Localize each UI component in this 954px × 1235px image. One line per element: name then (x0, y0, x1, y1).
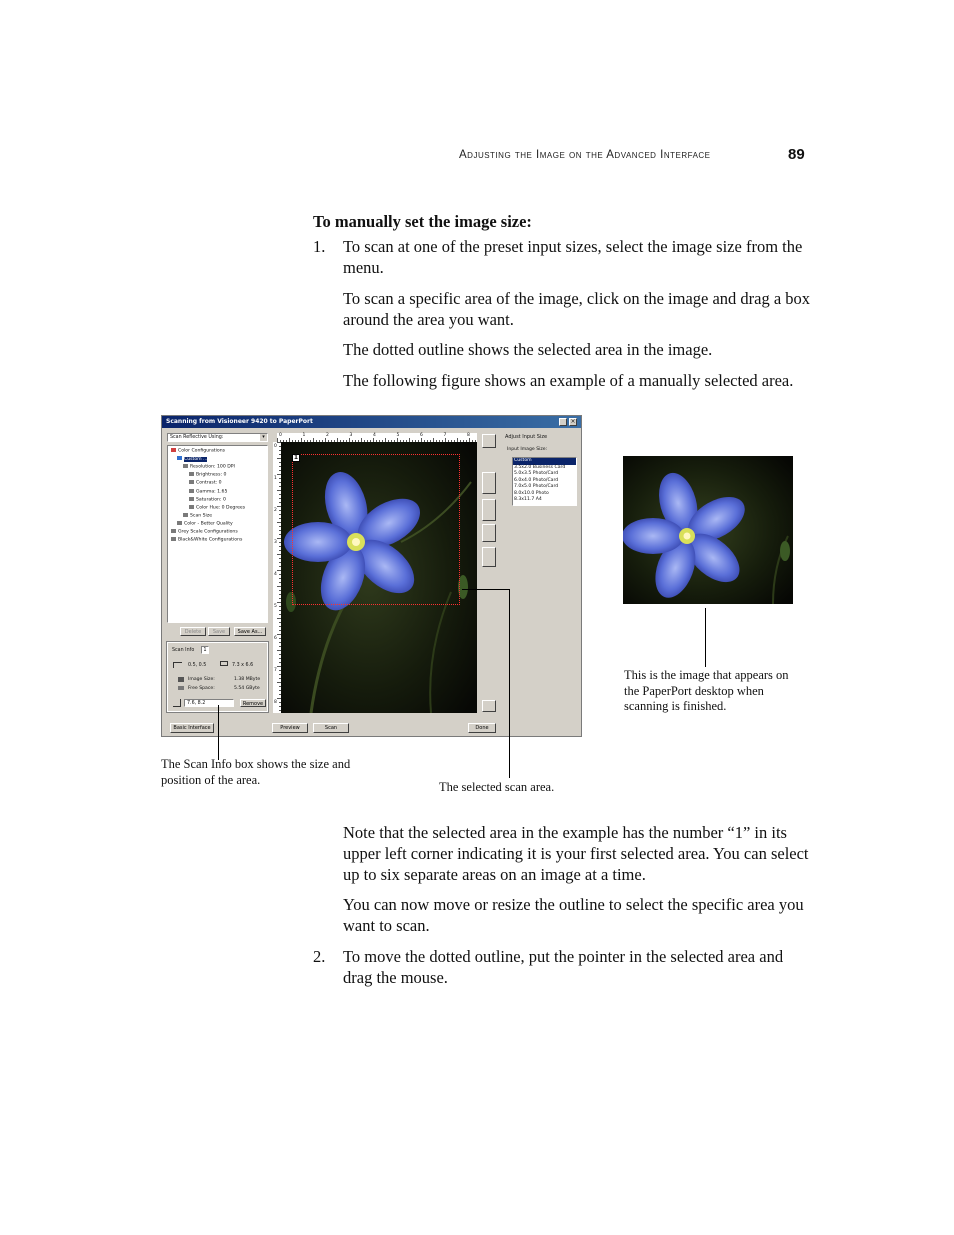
scan-position: 0.5, 0.5 (188, 663, 207, 668)
tree-item-label: Color Hue: 0 Degrees (196, 505, 246, 511)
step-1-number: 1. (313, 237, 326, 256)
step-1-text: To scan at one of the preset input sizes, select the image size from the menu. (343, 237, 803, 277)
flower-result-image (623, 456, 793, 604)
done-button[interactable]: Done (468, 723, 496, 733)
tree-item-label: Scan Size (190, 513, 213, 519)
ruler-number: 0 (274, 444, 277, 449)
input-size-option[interactable]: 6.0x4.0 Photo/Card (514, 477, 559, 483)
basic-interface-button[interactable]: Basic Interface (170, 723, 214, 733)
ruler-number: 5 (396, 433, 400, 438)
scan-area-number[interactable]: 1 (201, 646, 209, 654)
remove-button[interactable]: Remove (240, 699, 266, 707)
chevron-down-icon[interactable]: ▾ (260, 434, 267, 441)
tree-item-label: Contrast: 0 (196, 480, 222, 486)
input-size-option[interactable]: 8.3x11.7 A4 (514, 497, 542, 502)
input-size-option[interactable]: 3.5x2.0 Business Card (514, 464, 566, 470)
scan-using-label: Scan Reflective Using: (170, 435, 224, 440)
ruler-number: 6 (420, 433, 423, 438)
image-size-label: Image Size: (188, 677, 215, 682)
scan-info-caption: The Scan Info box shows the size and position of the area. (161, 757, 351, 787)
step-1-paragraph: The dotted outline shows the selected area in the image. (343, 340, 713, 359)
free-space-value: 5.54 GByte (234, 686, 260, 691)
ruler-number: 2 (326, 433, 329, 438)
tree-item-label: Custom ... (184, 456, 208, 462)
ruler-number: 6 (274, 636, 277, 641)
running-header: Adjusting the Image on the Advanced Interface (459, 149, 711, 161)
close-icon[interactable]: × (570, 418, 576, 425)
window-title: Scanning from Visioneer 9420 to PaperPort (166, 418, 313, 425)
input-size-option[interactable]: 7.0x5.0 Photo/Card (514, 484, 559, 489)
delete-button[interactable]: Delete (180, 627, 206, 636)
ruler-number: 3 (349, 433, 353, 438)
tree-item-label: Brightness: 0 (196, 472, 227, 478)
adjust-panel-title: Adjust Input Size (505, 434, 548, 440)
input-size-option[interactable]: Custom (513, 458, 576, 465)
ruler-number: 8 (467, 433, 470, 438)
ruler-number: 1 (274, 476, 277, 481)
preview-button[interactable]: Preview (272, 723, 308, 733)
free-space-label: Free Space: (188, 686, 215, 691)
tree-item-label: Color - Better Quality (184, 521, 233, 527)
ruler-number: 1 (302, 433, 306, 438)
tree-item-label: Grey Scale Configurations (178, 529, 238, 535)
note-paragraph: Note that the selected area in the example has the number “1” in its upper left corner indicating it is your first selected area. You can select up to six separate areas on an image at a time. (343, 823, 809, 884)
paperport-image-caption: This is the image that appears on the PaperPort desktop when scanning is finished. (624, 668, 789, 713)
ruler-number: 7 (443, 433, 447, 438)
ruler-number: 7 (274, 668, 277, 673)
input-size-option[interactable]: 5.0x3.5 Photo/Card (514, 471, 559, 476)
image-size-value: 1.38 MByte (234, 677, 261, 682)
save-button[interactable]: Save (208, 627, 230, 636)
scan-button[interactable]: Scan (313, 723, 349, 733)
ruler-number: 5 (274, 604, 277, 609)
ruler-number: 2 (274, 508, 277, 513)
scan-size: 7.3 x 6.6 (232, 663, 254, 668)
ruler-number: 3 (274, 540, 277, 545)
tree-item-label: Black&White Configurations (178, 537, 243, 543)
ruler-number: 4 (373, 433, 376, 438)
ruler-number: 4 (274, 572, 277, 577)
ruler-number: 8 (274, 700, 277, 705)
save-as-button[interactable]: Save As... (234, 627, 266, 636)
tree-item-label: Gamma: 1.65 (196, 489, 228, 494)
input-size-option[interactable]: 8.0x10.0 Photo (514, 490, 549, 496)
tree-item-label: Color Configurations (178, 448, 226, 454)
selection-number: 1 (293, 454, 299, 461)
scan-info-label: Scan Info (172, 648, 195, 653)
paperport-result-image (623, 456, 793, 604)
ruler-number: 0 (279, 433, 282, 438)
tree-item-label: Saturation: 0 (196, 497, 226, 503)
tree-item-label: Resolution: 100 DPI (190, 464, 235, 470)
step-1-paragraph: The following figure shows an example of a manually selected area. (343, 371, 794, 390)
corner-field[interactable]: 7.6, 8.2 (184, 699, 234, 707)
section-heading: To manually set the image size: (313, 212, 532, 231)
step-2-number: 2. (313, 947, 326, 966)
page-number: 89 (788, 146, 805, 163)
move-resize-paragraph: You can now move or resize the outline to select the specific area you want to scan. (343, 895, 804, 935)
input-size-label: Input Image Size: (507, 447, 548, 452)
selected-area-caption: The selected scan area. (439, 780, 555, 794)
step-1-paragraph: To scan a specific area of the image, click on the image and drag a box around the area you want. (343, 289, 811, 329)
step-2-text: To move the dotted outline, put the pointer in the selected area and drag the mouse. (343, 947, 784, 987)
